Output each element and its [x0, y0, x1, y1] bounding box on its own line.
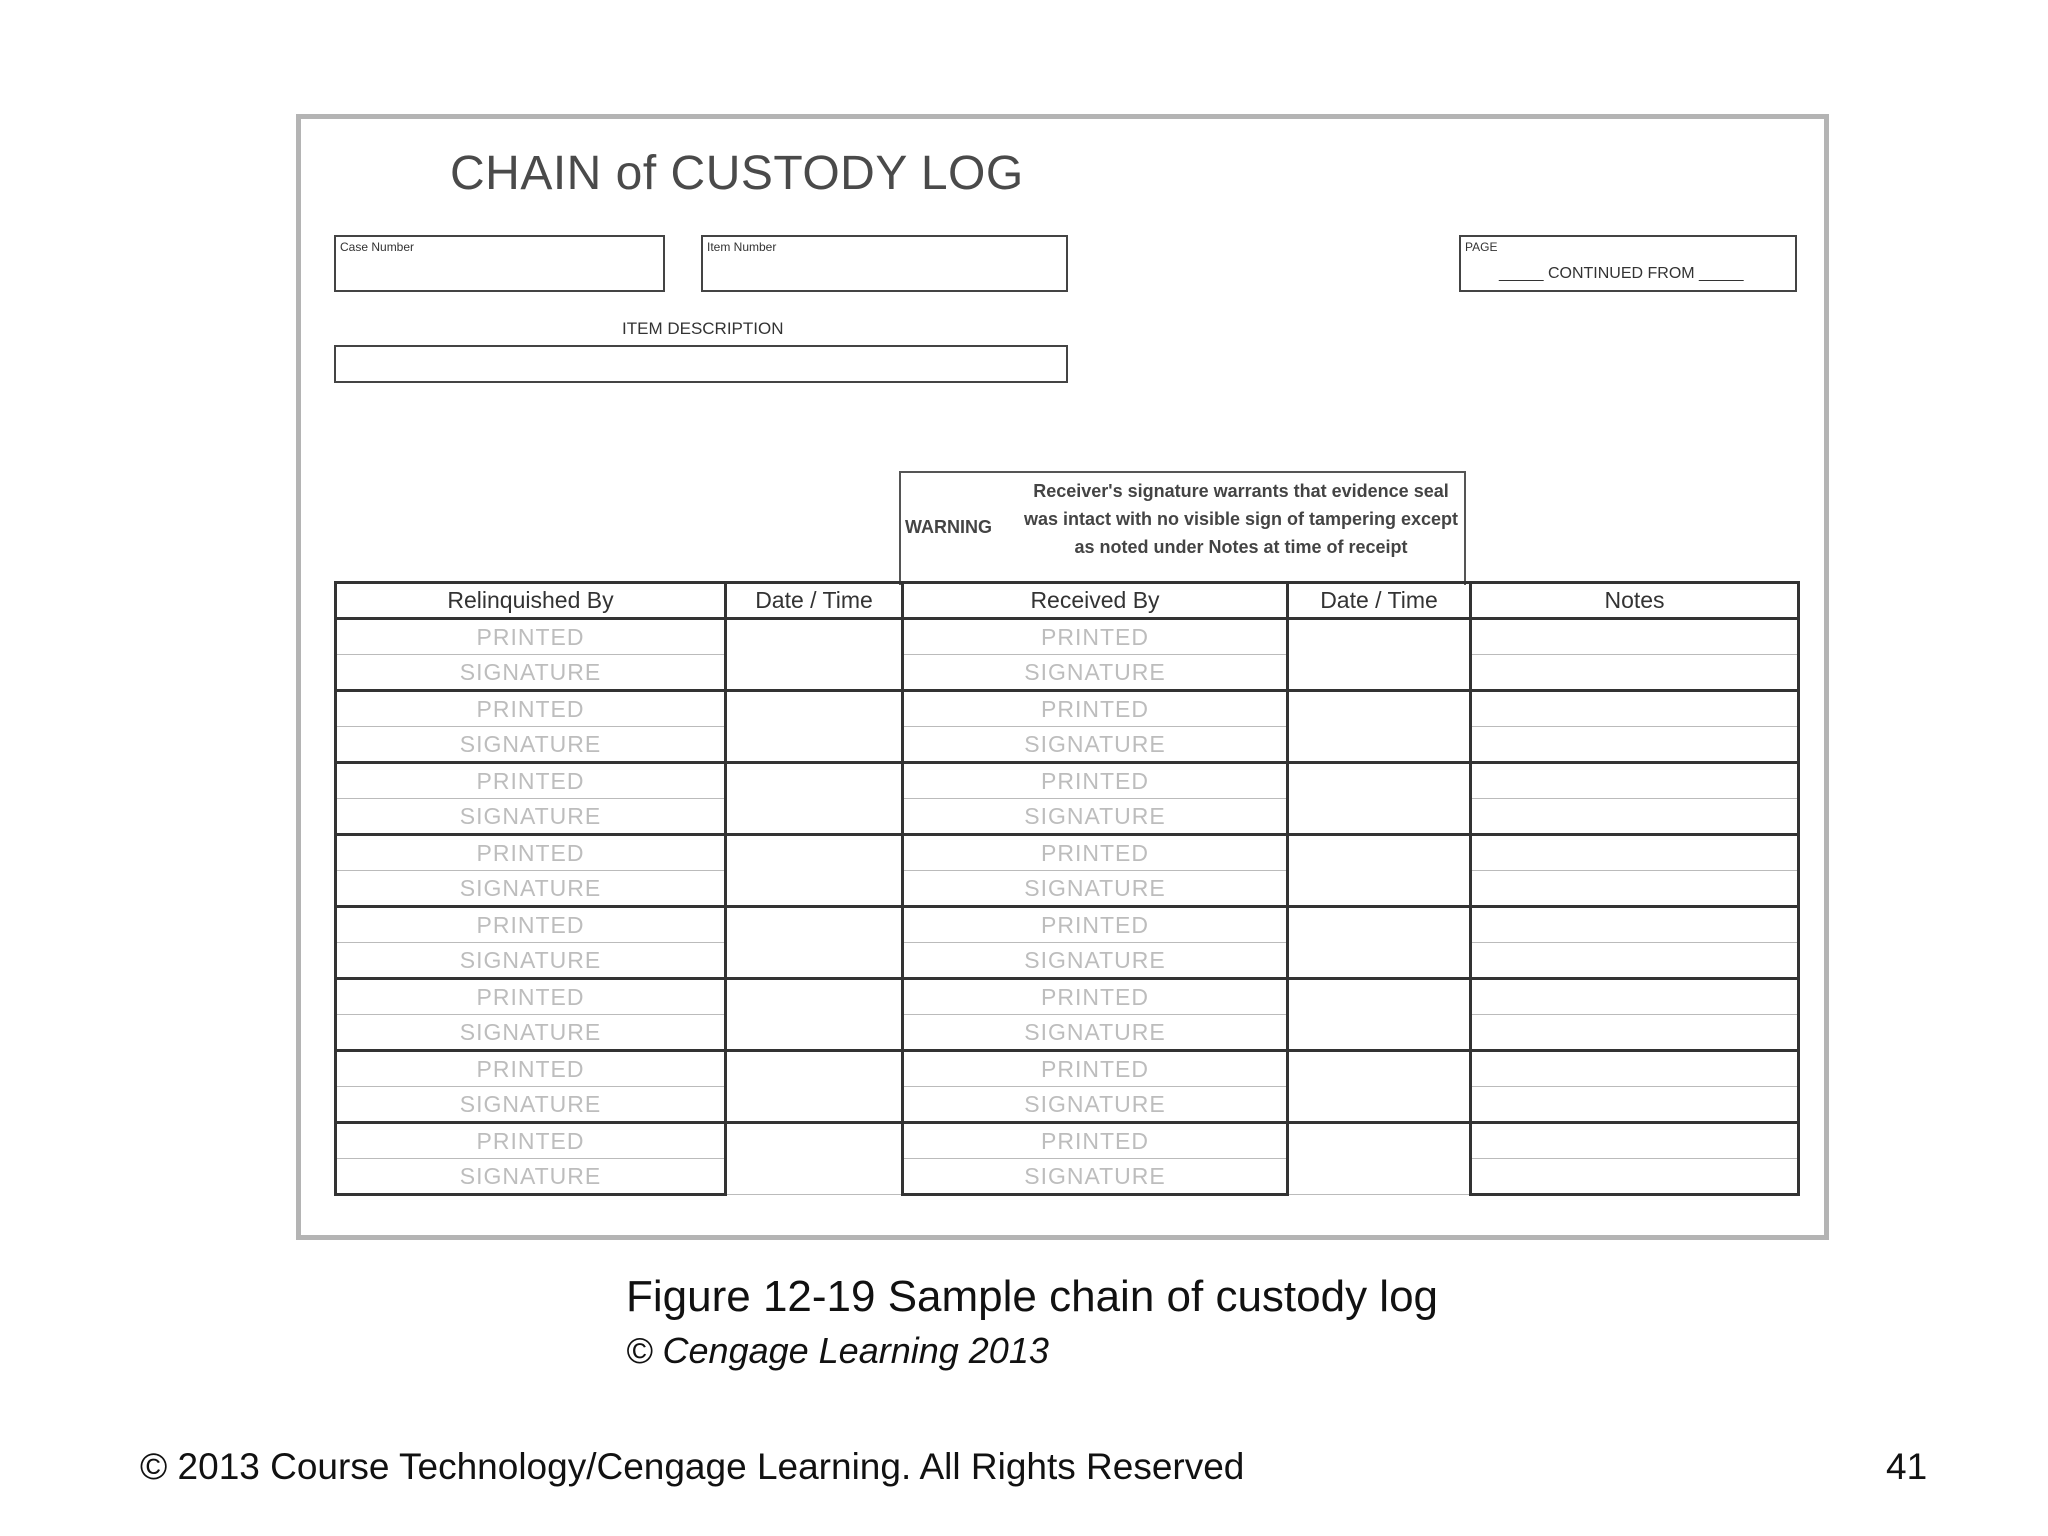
col-received-by: Received By — [903, 583, 1288, 619]
relinquished-date-time-field[interactable] — [726, 691, 903, 763]
relinquished-printed-field[interactable]: PRINTED — [336, 763, 726, 799]
figure-caption: Figure 12-19 Sample chain of custody log — [626, 1272, 1439, 1321]
notes-line-field[interactable] — [1471, 1123, 1799, 1159]
log-entry-signature-row — [336, 1015, 1799, 1051]
col-received-date-time: Date / Time — [1288, 583, 1471, 619]
log-entry-printed-row — [336, 979, 1799, 1015]
relinquished-signature-field[interactable]: SIGNATURE — [336, 943, 726, 979]
received-date-time-field[interactable] — [1288, 763, 1471, 835]
received-printed-field[interactable]: PRINTED — [903, 979, 1288, 1015]
notes-line-field[interactable] — [1471, 835, 1799, 871]
page-number: 41 — [1886, 1446, 1928, 1487]
table-header-row — [336, 583, 1799, 619]
received-date-time-field[interactable] — [1288, 835, 1471, 907]
received-signature-field[interactable]: SIGNATURE — [903, 727, 1288, 763]
received-signature-field[interactable]: SIGNATURE — [903, 655, 1288, 691]
relinquished-printed-field[interactable]: PRINTED — [336, 691, 726, 727]
relinquished-date-time-field[interactable] — [726, 979, 903, 1051]
notes-line-field[interactable] — [1471, 907, 1799, 943]
log-entry-printed-row — [336, 1051, 1799, 1087]
notes-line-field[interactable] — [1471, 655, 1799, 691]
relinquished-date-time-field[interactable] — [726, 1051, 903, 1123]
received-signature-field[interactable]: SIGNATURE — [903, 871, 1288, 907]
page-label: PAGE — [1465, 240, 1498, 254]
notes-line-field[interactable] — [1471, 619, 1799, 655]
notes-line-field[interactable] — [1471, 763, 1799, 799]
notes-line-field[interactable] — [1471, 727, 1799, 763]
notes-line-field[interactable] — [1471, 979, 1799, 1015]
received-signature-field[interactable]: SIGNATURE — [903, 943, 1288, 979]
col-relinquished-date-time: Date / Time — [726, 583, 903, 619]
received-date-time-field[interactable] — [1288, 619, 1471, 691]
log-entry-printed-row — [336, 835, 1799, 871]
log-entry-signature-row — [336, 799, 1799, 835]
received-printed-field[interactable]: PRINTED — [903, 691, 1288, 727]
log-entry-signature-row — [336, 1159, 1799, 1195]
item-number-label: Item Number — [707, 240, 777, 254]
footer-copyright: © 2013 Course Technology/Cengage Learning. All Rights Reserved — [140, 1446, 1245, 1487]
item-description-label: ITEM DESCRIPTION — [622, 319, 784, 338]
relinquished-signature-field[interactable]: SIGNATURE — [336, 1015, 726, 1051]
notes-line-field[interactable] — [1471, 1159, 1799, 1195]
notes-line-field[interactable] — [1471, 871, 1799, 907]
received-date-time-field[interactable] — [1288, 907, 1471, 979]
custody-log-table — [334, 581, 1800, 1196]
warning-label: WARNING — [905, 517, 992, 537]
relinquished-date-time-field[interactable] — [726, 835, 903, 907]
received-printed-field[interactable]: PRINTED — [903, 835, 1288, 871]
log-entry-signature-row — [336, 943, 1799, 979]
log-entry-signature-row — [336, 1087, 1799, 1123]
relinquished-signature-field[interactable]: SIGNATURE — [336, 727, 726, 763]
relinquished-date-time-field[interactable] — [726, 763, 903, 835]
relinquished-printed-field[interactable]: PRINTED — [336, 979, 726, 1015]
relinquished-signature-field[interactable]: SIGNATURE — [336, 871, 726, 907]
notes-line-field[interactable] — [1471, 799, 1799, 835]
warning-box — [899, 471, 1466, 585]
notes-line-field[interactable] — [1471, 943, 1799, 979]
log-entry-printed-row — [336, 907, 1799, 943]
page-field[interactable] — [1459, 235, 1797, 292]
notes-line-field[interactable] — [1471, 1087, 1799, 1123]
relinquished-printed-field[interactable]: PRINTED — [336, 1051, 726, 1087]
case-number-label: Case Number — [340, 240, 415, 254]
relinquished-signature-field[interactable]: SIGNATURE — [336, 799, 726, 835]
notes-line-field[interactable] — [1471, 691, 1799, 727]
received-date-time-field[interactable] — [1288, 1051, 1471, 1123]
warning-text: Receiver's signature warrants that evidence seal was intact with no visible sign of tampering except as noted under Notes at time of receipt — [1023, 481, 1459, 557]
received-printed-field[interactable]: PRINTED — [903, 619, 1288, 655]
received-signature-field[interactable]: SIGNATURE — [903, 799, 1288, 835]
log-entry-printed-row — [336, 763, 1799, 799]
received-date-time-field[interactable] — [1288, 979, 1471, 1051]
continued-from-label: _____ CONTINUED FROM _____ — [1499, 265, 1744, 282]
relinquished-signature-field[interactable]: SIGNATURE — [336, 655, 726, 691]
log-entry-printed-row — [336, 1123, 1799, 1159]
log-entry-signature-row — [336, 655, 1799, 691]
relinquished-date-time-field[interactable] — [726, 1123, 903, 1195]
received-printed-field[interactable]: PRINTED — [903, 763, 1288, 799]
notes-line-field[interactable] — [1471, 1015, 1799, 1051]
log-entry-printed-row — [336, 691, 1799, 727]
received-date-time-field[interactable] — [1288, 1123, 1471, 1195]
received-printed-field[interactable]: PRINTED — [903, 1123, 1288, 1159]
relinquished-date-time-field[interactable] — [726, 619, 903, 691]
relinquished-date-time-field[interactable] — [726, 907, 903, 979]
relinquished-printed-field[interactable]: PRINTED — [336, 1123, 726, 1159]
relinquished-printed-field[interactable]: PRINTED — [336, 619, 726, 655]
log-entry-signature-row — [336, 727, 1799, 763]
col-relinquished-by: Relinquished By — [336, 583, 726, 619]
received-date-time-field[interactable] — [1288, 691, 1471, 763]
item-number-field[interactable] — [701, 235, 1068, 292]
col-notes: Notes — [1471, 583, 1799, 619]
relinquished-printed-field[interactable]: PRINTED — [336, 907, 726, 943]
received-signature-field[interactable]: SIGNATURE — [903, 1087, 1288, 1123]
log-entry-printed-row — [336, 619, 1799, 655]
relinquished-signature-field[interactable]: SIGNATURE — [336, 1159, 726, 1195]
received-signature-field[interactable]: SIGNATURE — [903, 1159, 1288, 1195]
log-entry-signature-row — [336, 871, 1799, 907]
figure-credit: © Cengage Learning 2013 — [626, 1330, 1049, 1371]
relinquished-signature-field[interactable]: SIGNATURE — [336, 1087, 726, 1123]
relinquished-printed-field[interactable]: PRINTED — [336, 835, 726, 871]
form-title: CHAIN of CUSTODY LOG — [450, 147, 1024, 200]
received-signature-field[interactable]: SIGNATURE — [903, 1015, 1288, 1051]
item-description-field[interactable] — [334, 345, 1068, 383]
notes-line-field[interactable] — [1471, 1051, 1799, 1087]
received-printed-field[interactable]: PRINTED — [903, 907, 1288, 943]
case-number-field[interactable] — [334, 235, 665, 292]
received-printed-field[interactable]: PRINTED — [903, 1051, 1288, 1087]
